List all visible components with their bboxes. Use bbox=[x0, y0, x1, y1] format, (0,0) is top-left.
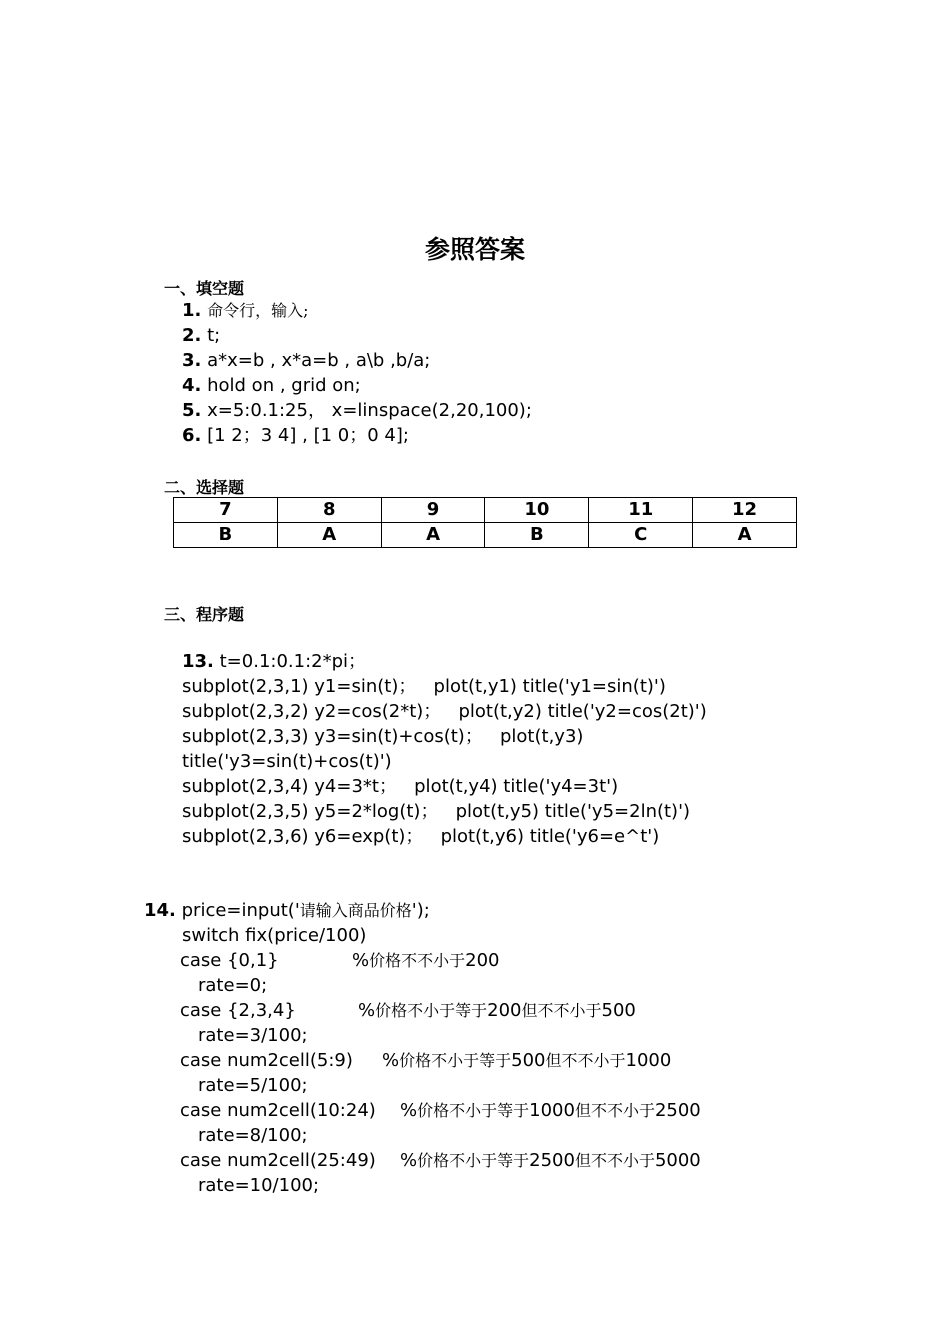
item-number: 14. bbox=[144, 900, 176, 921]
q14-switch-line: switch fix(price/100) bbox=[182, 925, 367, 946]
q14-rate-line: rate=3/100; bbox=[198, 1025, 308, 1046]
item-answer: 命令行，输入; bbox=[207, 301, 309, 320]
q13-line-7: subplot(2,3,5) y5=2*log(t)； plot(t,y5) title('y5=2ln(t)') bbox=[182, 801, 691, 822]
case-code: case num2cell(5:9) bbox=[180, 1050, 353, 1071]
item-answer: [1 2；3 4] , [1 0；0 4]; bbox=[207, 425, 409, 446]
table-cell: B bbox=[485, 523, 589, 548]
item-answer: a*x=b , x*a=b , a\b ,b/a; bbox=[207, 350, 431, 371]
fill-item-3 bbox=[182, 348, 430, 373]
table-header-cell: 8 bbox=[277, 498, 381, 523]
item-answer: x=5:0.1:25， x=linspace(2,20,100); bbox=[207, 400, 532, 421]
q13-line-8: subplot(2,3,6) y6=exp(t)； plot(t,y6) title('y6=e^t') bbox=[182, 826, 660, 847]
item-number: 1. bbox=[182, 300, 202, 321]
case-comment: %价格不小于等于500但不不小于1000 bbox=[382, 1050, 672, 1071]
table-header-cell: 10 bbox=[485, 498, 589, 523]
item-answer: t; bbox=[207, 325, 221, 346]
table-cell: B bbox=[174, 523, 278, 548]
case-code: case num2cell(10:24) bbox=[180, 1100, 376, 1121]
case-comment: %价格不小于等于1000但不不小于2500 bbox=[400, 1100, 701, 1121]
q13-line-5: title('y3=sin(t)+cos(t)') bbox=[182, 751, 392, 772]
page-title: 参照答案 bbox=[424, 235, 525, 264]
q14-case-line bbox=[180, 1098, 701, 1123]
table-header-cell: 7 bbox=[174, 498, 278, 523]
item-number: 13. bbox=[182, 651, 214, 672]
section2-heading: 二、选择题 bbox=[164, 478, 245, 497]
q14-case-line bbox=[180, 998, 636, 1023]
table-cell: A bbox=[381, 523, 485, 548]
table-header-cell: 11 bbox=[589, 498, 693, 523]
q14-case-line bbox=[180, 948, 500, 973]
item-number: 4. bbox=[182, 375, 202, 396]
q13-line-3: subplot(2,3,2) y2=cos(2*t)； plot(t,y2) title('y2=cos(2t)') bbox=[182, 701, 707, 722]
section1-heading: 一、填空题 bbox=[164, 279, 245, 298]
case-code: case num2cell(25:49) bbox=[180, 1150, 376, 1171]
q13-line-2: subplot(2,3,1) y1=sin(t)； plot(t,y1) title('y1=sin(t)') bbox=[182, 676, 666, 697]
item-number: 5. bbox=[182, 400, 202, 421]
case-comment: %价格不小于等于2500但不不小于5000 bbox=[400, 1150, 701, 1171]
q14-rate-line: rate=5/100; bbox=[198, 1075, 308, 1096]
fill-item-2 bbox=[182, 323, 220, 348]
q13-line-1 bbox=[182, 649, 366, 674]
table-cell: A bbox=[693, 523, 797, 548]
q13-line-6: subplot(2,3,4) y4=3*t； plot(t,y4) title('y4=3t') bbox=[182, 776, 619, 797]
table-header-row bbox=[174, 498, 797, 523]
q14-line-1 bbox=[144, 898, 430, 923]
fill-item-5 bbox=[182, 398, 532, 423]
q14-rate-line: rate=8/100; bbox=[198, 1125, 308, 1146]
fill-item-1 bbox=[182, 298, 309, 323]
code-text: price=input(' bbox=[181, 900, 300, 921]
item-number: 3. bbox=[182, 350, 202, 371]
case-comment: %价格不小于等于200但不不小于500 bbox=[358, 1000, 636, 1021]
table-cell: C bbox=[589, 523, 693, 548]
case-code: case {0,1} bbox=[180, 950, 279, 971]
q13-line-4: subplot(2,3,3) y3=sin(t)+cos(t)； plot(t,y3) bbox=[182, 726, 584, 747]
item-number: 6. bbox=[182, 425, 202, 446]
case-comment: %价格不不小于200 bbox=[352, 950, 500, 971]
fill-item-6 bbox=[182, 423, 409, 448]
item-answer: hold on , grid on; bbox=[207, 375, 361, 396]
table-row bbox=[174, 523, 797, 548]
section3-heading: 三、程序题 bbox=[164, 605, 245, 624]
table-cell: A bbox=[277, 523, 381, 548]
item-number: 2. bbox=[182, 325, 202, 346]
table-header-cell: 9 bbox=[381, 498, 485, 523]
q14-case-line bbox=[180, 1148, 701, 1173]
code-text: t=0.1:0.1:2*pi； bbox=[219, 651, 367, 672]
q14-rate-line: rate=10/100; bbox=[198, 1175, 320, 1196]
table-header-cell: 12 bbox=[693, 498, 797, 523]
case-code: case {2,3,4} bbox=[180, 1000, 296, 1021]
prompt-text: 请输入商品价格 bbox=[299, 901, 412, 920]
q14-case-line bbox=[180, 1048, 672, 1073]
choice-answer-table bbox=[173, 497, 797, 548]
q14-rate-line: rate=0; bbox=[198, 975, 268, 996]
fill-item-4 bbox=[182, 373, 361, 398]
code-text: '); bbox=[411, 900, 430, 921]
